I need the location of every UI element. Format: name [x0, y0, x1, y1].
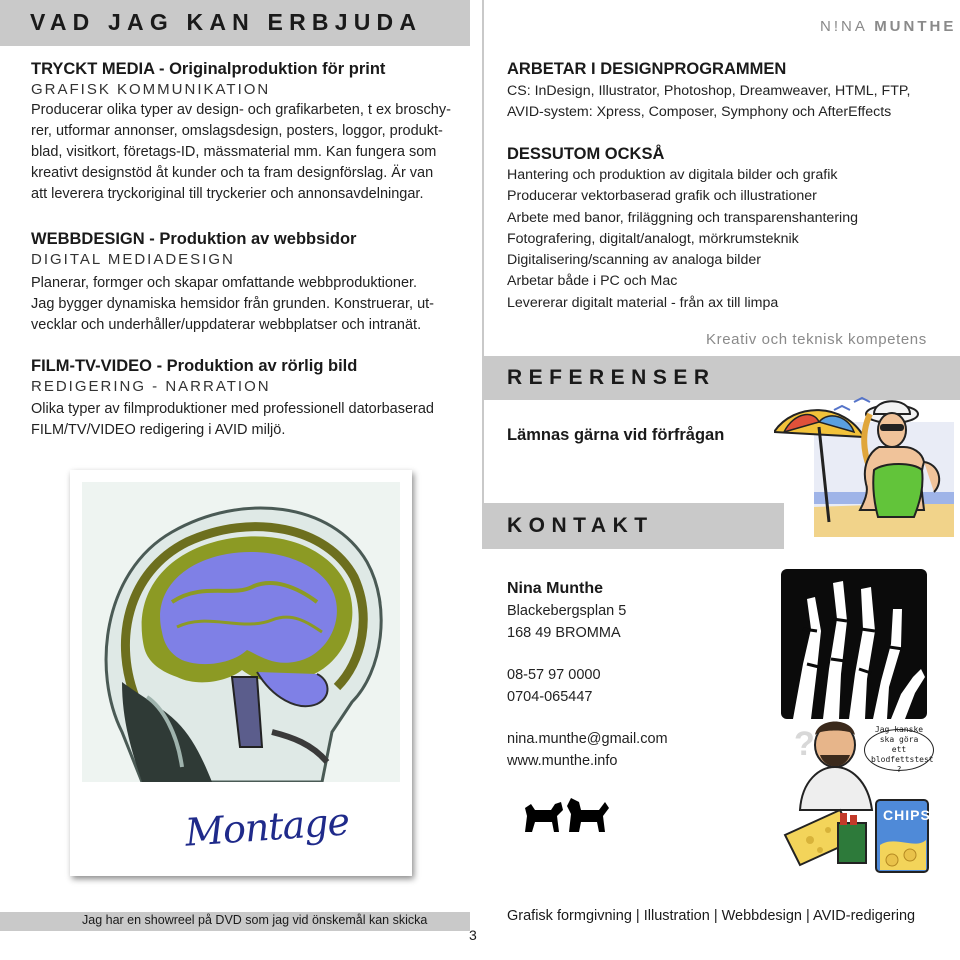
man-chips-illustration: [780, 715, 955, 880]
contact-postal: 168 49 BROMMA: [507, 625, 621, 641]
programs-body: [507, 81, 910, 124]
svg-text:?: ?: [794, 725, 815, 763]
contact-phone1: 08-57 97 0000: [507, 667, 601, 683]
also-body: [507, 165, 858, 314]
section-subtitle-film: REDIGERING - NARRATION: [31, 378, 271, 395]
body-line: Levererar digitalt material - från ax till limpa: [507, 294, 779, 311]
page-divider: [482, 0, 484, 508]
body-line: Planerar, formger och skapar omfattande webbproduktioner.: [31, 275, 418, 291]
body-line: blad, visitkort, företags-ID, mässmaterial mm. Kan fungera som: [31, 144, 437, 160]
references-note: Lämnas gärna vid förfrågan: [507, 426, 725, 444]
montage-polaroid: [70, 470, 412, 876]
body-line: Olika typer av filmproduktioner med professionell datorbaserad: [31, 401, 434, 417]
body-line: Producerar olika typer av design- och grafikarbeten, t ex broschy-: [31, 102, 451, 118]
body-line: vecklar och underhåller/uppdaterar webbplatser och intranät.: [31, 317, 422, 333]
also-title: DESSUTOM OCKSÅ: [507, 145, 665, 163]
programs-title: ARBETAR I DESIGNPROGRAMMEN: [507, 60, 787, 78]
body-line: rer, utformar annonser, omslagsdesign, posters, loggor, produkt-: [31, 123, 443, 139]
speech-bubble-text: Jag kanske ska göra ett blodfettstest ?: [871, 725, 934, 774]
showreel-note: Jag har en showreel på DVD som jag vid önskemål kan skicka: [82, 913, 428, 927]
body-line: Arbetar både i PC och Mac: [507, 273, 678, 290]
body-line: AVID-system: Xpress, Composer, Symphony och AfterEffects: [507, 104, 892, 121]
contact-street: Blackebergsplan 5: [507, 603, 627, 619]
body-line: Jag bygger dynamiska hemsidor från grunden. Konstruerar, ut-: [31, 296, 434, 312]
page-number: 3: [469, 927, 477, 943]
body-line: kreativt designstöd åt kunder och ta fram designförslag. Är van: [31, 165, 434, 181]
references-title: REFERENSER: [507, 366, 716, 389]
body-line: Producerar vektorbaserad grafik och illustrationer: [507, 188, 817, 205]
section-subtitle-web: DIGITAL MEDIADESIGN: [31, 251, 235, 268]
beach-woman-illustration: [774, 392, 954, 537]
section-title-film: FILM-TV-VIDEO - Produktion av rörlig bild: [31, 357, 358, 375]
right-footer-bar: [482, 893, 960, 894]
body-line: CS: InDesign, Illustrator, Photoshop, Dreamweaver, HTML, FTP,: [507, 83, 911, 99]
brand-logo: [820, 18, 956, 35]
brain-scan-image: [82, 482, 400, 782]
body-line: Fotografering, digitalt/analogt, mörkrumsteknik: [507, 230, 799, 247]
section-subtitle-print: GRAFISK KOMMUNIKATION: [31, 81, 271, 98]
chips-label: CHIPS: [883, 807, 931, 823]
brand-prefix: N!NA: [820, 18, 868, 35]
services-footer: Grafisk formgivning | Illustration | Webbdesign | AVID-redigering: [507, 908, 916, 924]
body-line: FILM/TV/VIDEO redigering i AVID miljö.: [31, 422, 286, 438]
contact-website[interactable]: www.munthe.info: [507, 753, 618, 769]
dogs-icon: [521, 796, 611, 836]
contact-phone2: 0704-065447: [507, 689, 593, 705]
body-line: att leverera tryckoriginal till tryckerier och annonsavdelningar.: [31, 186, 424, 202]
section-body-print: [31, 100, 451, 205]
tagline: Kreativ och teknisk kompetens: [706, 331, 927, 348]
speech-bubble: [864, 725, 934, 774]
body-line: Digitalisering/scanning av analoga bilder: [507, 252, 761, 269]
xray-hand-image: [781, 569, 927, 719]
contact-email[interactable]: nina.munthe@gmail.com: [507, 731, 668, 747]
body-line: Arbete med banor, friläggning och transparenshantering: [507, 209, 858, 226]
section-body-web: [31, 273, 434, 336]
montage-label: Montage: [183, 799, 351, 855]
section-body-film: [31, 399, 434, 441]
brand-suffix: MUNTHE: [874, 18, 957, 35]
body-line: Hantering och produktion av digitala bilder och grafik: [507, 167, 838, 183]
contact-title: KONTAKT: [507, 514, 654, 537]
contact-name: Nina Munthe: [507, 580, 603, 597]
left-header-title: VAD JAG KAN ERBJUDA: [30, 9, 423, 35]
section-title-web: WEBBDESIGN - Produktion av webbsidor: [31, 230, 357, 248]
section-title-print: TRYCKT MEDIA - Originalproduktion för print: [31, 60, 386, 78]
